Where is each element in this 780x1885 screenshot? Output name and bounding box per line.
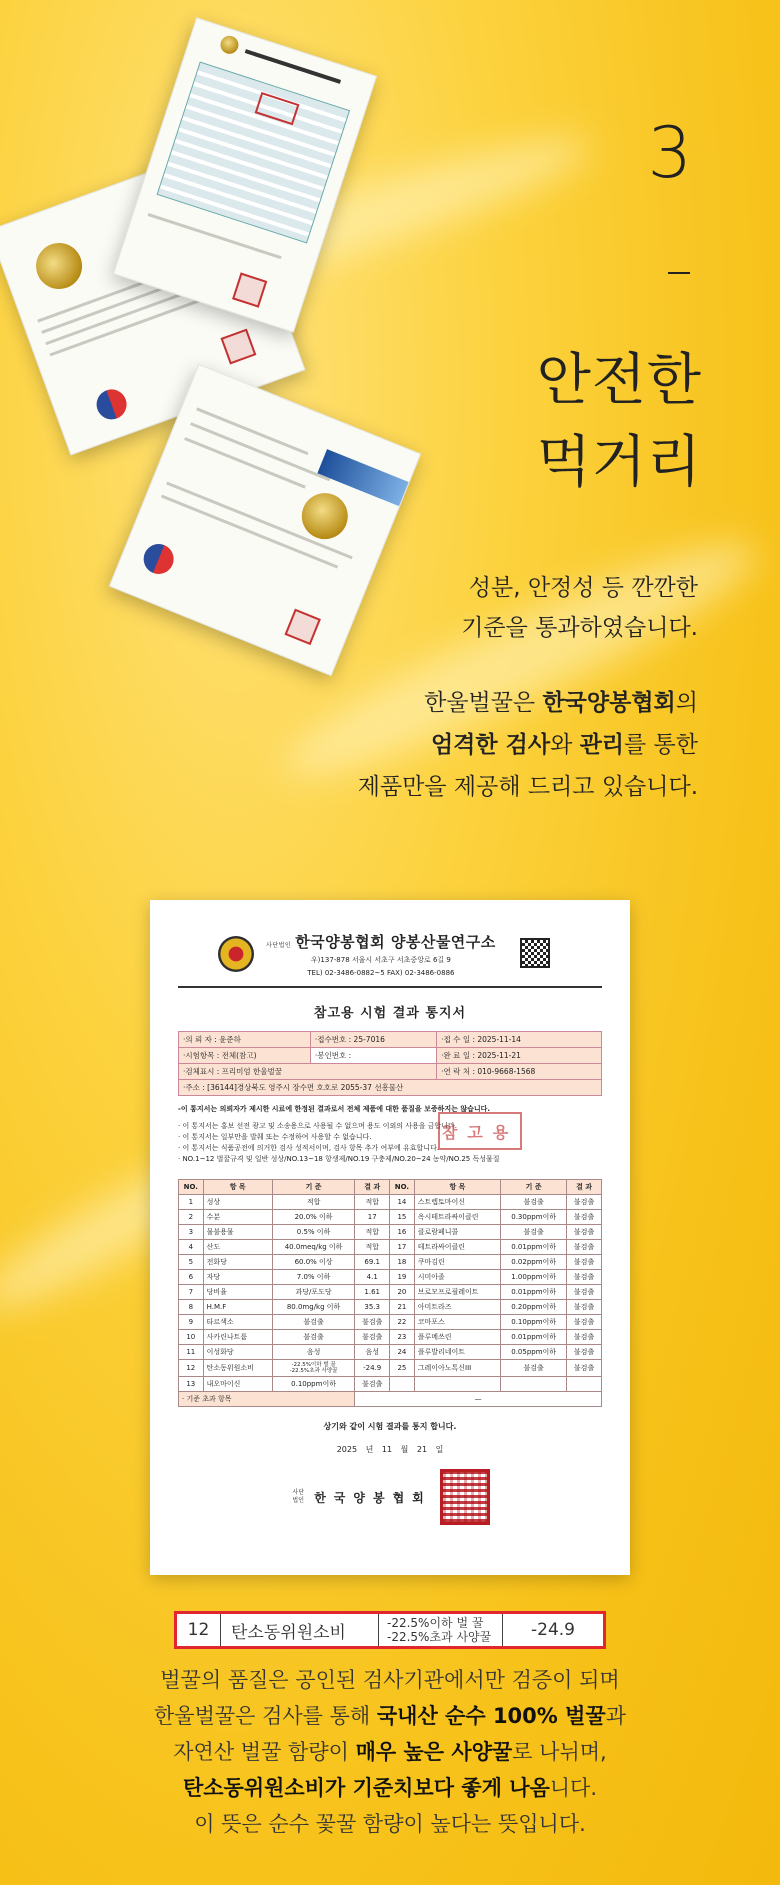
table-cell: 클로람페니콜 [414,1225,500,1240]
table-cell: 0.05ppm이하 [501,1345,567,1360]
table-cell: 불검출 [567,1345,602,1360]
table-cell: 35.3 [355,1300,390,1315]
table-cell: 80.0mg/kg 이하 [272,1300,355,1315]
bottom-line: 한울벌꿀은 검사를 통해 국내산 순수 100% 벌꿀과 [154,1704,626,1728]
table-cell: 적합 [272,1195,355,1210]
table-cell [567,1377,602,1392]
table-cell: -24.9 [355,1360,390,1377]
table-cell: 0.10ppm이하 [501,1315,567,1330]
table-cell: 20.0% 이하 [272,1210,355,1225]
report-date: 2025 년 11 월 21 일 [336,1445,444,1454]
table-cell: 브로모프로필레이트 [414,1285,500,1300]
table-cell: 0.01ppm이하 [501,1330,567,1345]
table-row [179,1255,602,1270]
table-row [179,1315,602,1330]
table-cell: 불검출 [272,1330,355,1345]
bottom-line: 탄소동위원소비가 기준치보다 좋게 나옴니다. [182,1776,598,1800]
results-header-cell: NO. [390,1180,415,1195]
table-cell: 0.30ppm이하 [501,1210,567,1225]
table-cell: 불검출 [501,1225,567,1240]
table-cell: 당비율 [203,1285,272,1300]
report-divider [178,986,602,988]
table-cell: 불검출 [501,1195,567,1210]
table-cell: 8 [179,1300,204,1315]
table-cell: 불검출 [567,1360,602,1377]
body-line: 한울벌꿀은 한국양봉협회의 [424,690,698,716]
table-cell: 산도 [203,1240,272,1255]
table-cell: 17 [390,1240,415,1255]
table-cell: 22 [390,1315,415,1330]
body-line: 제품만을 제공해 드리고 있습니다. [357,774,698,800]
table-cell: 불검출 [567,1195,602,1210]
reference-stamp: 참고용 [438,1112,522,1150]
table-cell: 사카린나트륨 [203,1330,272,1345]
table-cell: 플루메쓰린 [414,1330,500,1345]
table-cell: 불검출 [355,1377,390,1392]
table-cell: 탄소동위원소비 [203,1360,272,1377]
report-signature: 사단법인 한국양봉협회 [178,1469,602,1525]
table-cell: 적합 [355,1195,390,1210]
table-cell: -22.5%이하 벌 꿀 -22.5%초과 사양꿀 [272,1360,355,1377]
table-cell: 음성 [272,1345,355,1360]
table-cell: H.M.F [203,1300,272,1315]
table-cell: 적합 [355,1240,390,1255]
report-info-table: ·의 뢰 자 : 윤준하 ·접수번호 : 25-7016 ·접 수 일 : 2025-11-14 ·시험항목 : 전체(참고) ·봉인번호 : ·완 료 일 : 2025-11-21 ·검체표시 : 프리미엄 한울벌꿀 ·연 락 처 : 010-9668-1568 ·주소 : [36144]경상북도 영주시 장수면 호호로 2055-37 선흥물산 [178,1031,602,1096]
table-cell: 21 [390,1300,415,1315]
table-cell: 쿠마김린 [414,1255,500,1270]
table-cell [390,1377,415,1392]
bottom-line: 벌꿀의 품질은 공인된 검사기관에서만 검증이 되며 [160,1668,620,1692]
intro-line: 성분, 안정성 등 깐깐한 [468,575,698,601]
qr-code-icon [520,938,550,968]
table-cell: 적합 [355,1225,390,1240]
report-notes: -이 통지서는 의뢰자가 제시한 시료에 한정된 결과로서 전체 제품에 대한 품질을 보증하지는 않습니다. · 이 통지서는 홍보 선전 광고 및 소송용으로 사용될 수 없으며 용도 이외의 사용을 금합니다. · 이 통지서는 일부만을 발췌 또는 수정하여 사용할 수 없습니다. · 이 통지서는 식품공전에 의거한 검사 성적서이며, 검사 항목 추가 여부에 유효합니다. · NO.1~12 벌꿀규격 및 일반 성상/NO.13~18 항생제/NO.19 구충제/NO.20~24 농약/NO.25 독성물질 [178,1105,500,1163]
table-cell: 60.0% 이상 [272,1255,355,1270]
bottom-paragraph [0,1662,780,1842]
table-cell: 코마포스 [414,1315,500,1330]
table-cell: 자당 [203,1270,272,1285]
exceed-label: · 기준 초과 항목 [179,1392,355,1407]
table-cell: 14 [390,1195,415,1210]
table-cell: 불검출 [567,1285,602,1300]
table-cell: 10 [179,1330,204,1345]
intro-paragraph [461,568,698,648]
results-header-cell: NO. [179,1180,204,1195]
table-cell: 이성화당 [203,1345,272,1360]
section-divider [668,272,690,274]
table-row [179,1360,602,1377]
table-cell: 플루발리네이트 [414,1345,500,1360]
body-line: 엄격한 검사와 관리를 통한 [430,732,698,758]
table-cell: 18 [390,1255,415,1270]
table-cell: 불검출 [567,1255,602,1270]
table-cell: 불검출 [567,1300,602,1315]
table-cell: 불검출 [567,1270,602,1285]
results-header-cell: 항 목 [414,1180,500,1195]
table-cell: 0.5% 이하 [272,1225,355,1240]
bottom-line: 이 뜻은 순수 꽃꿀 함량이 높다는 뜻입니다. [194,1812,586,1836]
section-title [537,340,702,504]
table-cell: 9 [179,1315,204,1330]
highlight-result: -24.9 [531,1620,575,1640]
table-cell: 1 [179,1195,204,1210]
table-cell: 시미아졸 [414,1270,500,1285]
table-cell: 옥시테트라싸이클린 [414,1210,500,1225]
table-cell: 4 [179,1240,204,1255]
table-cell: 2 [179,1210,204,1225]
table-cell: 1.61 [355,1285,390,1300]
results-table [178,1179,602,1407]
table-row [179,1195,602,1210]
table-cell: 스트렙토마이신 [414,1195,500,1210]
table-row [179,1285,602,1300]
table-cell: 불검출 [567,1240,602,1255]
table-cell: 그레이아노톡신III [414,1360,500,1377]
section-title-line: 먹거리 [536,430,702,495]
table-cell: 5 [179,1255,204,1270]
report-organization: 사단법인 한국양봉협회 양봉산물연구소 우)137-878 서울시 서초구 서초중앙로 6길 9 TEL) 02-3486-0882~5 FAX) 02-3486-0886 [266,932,496,977]
table-cell: 19 [390,1270,415,1285]
table-row [179,1300,602,1315]
table-cell [501,1377,567,1392]
table-row [179,1270,602,1285]
table-cell: 불검출 [567,1225,602,1240]
table-cell: 불검출 [355,1315,390,1330]
table-cell: 12 [179,1360,204,1377]
table-cell: 7.0% 이하 [272,1270,355,1285]
report-footer: 상기와 같이 시험 결과를 통지 합니다. [323,1422,457,1431]
table-cell: 불검출 [567,1210,602,1225]
table-cell: 0.01ppm이하 [501,1285,567,1300]
exceed-value: — [355,1392,602,1407]
table-row [179,1345,602,1360]
table-cell: 0.02ppm이하 [501,1255,567,1270]
body-paragraph [358,682,698,808]
table-cell: 6 [179,1270,204,1285]
section-number: 3 [647,112,692,194]
table-cell: 69.1 [355,1255,390,1270]
bottom-line: 자연산 벌꿀 함량이 매우 높은 사양꿀로 나뉘며, [173,1740,607,1764]
highlight-row [174,1611,606,1649]
highlight-no: 12 [177,1614,221,1646]
table-cell: 15 [390,1210,415,1225]
association-emblem-icon [218,936,254,972]
table-cell: 17 [355,1210,390,1225]
table-cell: 0.20ppm이하 [501,1300,567,1315]
table-cell: 전화당 [203,1255,272,1270]
table-cell: 불검출 [272,1315,355,1330]
table-cell: 타르색소 [203,1315,272,1330]
results-header-cell: 결 과 [355,1180,390,1195]
table-cell: 성상 [203,1195,272,1210]
highlight-item: 탄소동위원소비 [221,1614,379,1646]
table-cell [414,1377,500,1392]
table-cell: 7 [179,1285,204,1300]
table-cell: 0.10ppm이하 [272,1377,355,1392]
report-header [178,928,602,980]
table-cell: 23 [390,1330,415,1345]
results-header-cell: 결 과 [567,1180,602,1195]
table-cell: 내오마이신 [203,1377,272,1392]
test-result-report [150,900,630,1575]
table-cell: 물불용물 [203,1225,272,1240]
table-cell: 24 [390,1345,415,1360]
intro-line: 기준을 통과하였습니다. [461,615,698,641]
section-title-line: 안전한 [536,348,702,413]
test-report-image [113,17,377,332]
report-title: 참고용 시험 결과 통지서 [313,1006,467,1021]
table-row [179,1330,602,1345]
table-cell: 과당/포도당 [272,1285,355,1300]
results-header-cell: 기 준 [501,1180,567,1195]
results-header-cell: 기 준 [272,1180,355,1195]
table-row [179,1225,602,1240]
table-cell: 불검출 [567,1330,602,1345]
table-cell: 1.00ppm이하 [501,1270,567,1285]
table-cell: 아미트라즈 [414,1300,500,1315]
table-cell: 40.0meq/kg 이하 [272,1240,355,1255]
table-cell: 11 [179,1345,204,1360]
table-cell: 20 [390,1285,415,1300]
table-cell: 25 [390,1360,415,1377]
table-cell: 13 [179,1377,204,1392]
table-row [179,1240,602,1255]
results-header-cell: 항 목 [203,1180,272,1195]
table-cell: 16 [390,1225,415,1240]
table-cell: 0.01ppm이하 [501,1240,567,1255]
exceed-row [179,1392,602,1407]
table-cell: 음성 [355,1345,390,1360]
highlight-criteria: -22.5%이하 벌 꿀 -22.5%초과 사양꿀 [379,1614,503,1646]
table-row [179,1210,602,1225]
table-row [179,1377,602,1392]
table-cell: 수분 [203,1210,272,1225]
official-seal-icon [440,1469,490,1525]
table-cell: 테트라싸이클린 [414,1240,500,1255]
table-cell: 불검출 [567,1315,602,1330]
table-cell: 불검출 [355,1330,390,1345]
table-cell: 3 [179,1225,204,1240]
table-cell: 불검출 [501,1360,567,1377]
table-cell: 4.1 [355,1270,390,1285]
